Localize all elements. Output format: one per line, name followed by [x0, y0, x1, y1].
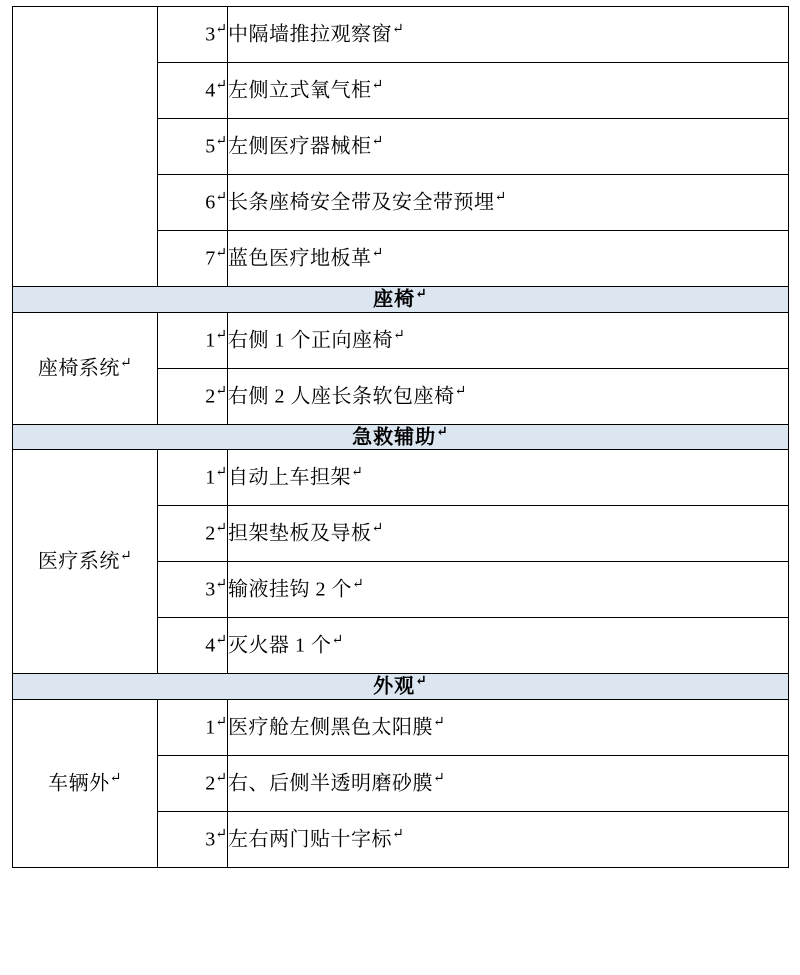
ref-mark: ↵	[215, 190, 227, 206]
category-cell: 座椅系统↵	[13, 312, 158, 424]
row-number: 3↵	[158, 562, 228, 618]
category-cell: 车辆外↵	[13, 699, 158, 867]
row-description: 中隔墙推拉观察窗↵	[228, 7, 789, 63]
row-number: 1↵	[158, 699, 228, 755]
row-number: 4↵	[158, 63, 228, 119]
table-row	[13, 312, 789, 368]
ref-mark: ↵	[215, 827, 227, 843]
ref-mark: ↵	[215, 577, 227, 593]
row-description: 灭火器 1 个↵	[228, 618, 789, 674]
ref-mark: ↵	[352, 577, 365, 593]
ref-mark: ↵	[433, 771, 446, 787]
ref-mark: ↵	[215, 22, 227, 38]
row-description: 左右两门贴十字标↵	[228, 811, 789, 867]
ref-mark: ↵	[371, 134, 384, 150]
ref-mark: ↵	[392, 827, 405, 843]
ref-mark: ↵	[215, 633, 227, 649]
row-number: 3↵	[158, 811, 228, 867]
row-description: 担架垫板及导板↵	[228, 506, 789, 562]
row-description: 自动上车担架↵	[228, 450, 789, 506]
row-description: 蓝色医疗地板革↵	[228, 231, 789, 287]
row-number: 6↵	[158, 175, 228, 231]
section-header-row	[13, 674, 789, 700]
table-row	[13, 450, 789, 506]
ref-mark: ↵	[371, 521, 384, 537]
row-description: 输液挂钩 2 个↵	[228, 562, 789, 618]
section-header: 座椅↵	[13, 287, 789, 313]
ref-mark: ↵	[415, 674, 428, 690]
row-number: 7↵	[158, 231, 228, 287]
ref-mark: ↵	[494, 190, 507, 206]
specification-table	[12, 6, 789, 868]
row-number: 2↵	[158, 506, 228, 562]
category-cell: 医疗系统↵	[13, 450, 158, 674]
ref-mark: ↵	[371, 78, 384, 94]
table-row	[13, 7, 789, 63]
ref-mark: ↵	[109, 771, 122, 787]
section-header-row	[13, 287, 789, 313]
row-number: 4↵	[158, 618, 228, 674]
ref-mark: ↵	[371, 246, 384, 262]
row-description: 医疗舱左侧黑色太阳膜↵	[228, 699, 789, 755]
ref-mark: ↵	[215, 771, 227, 787]
row-description: 右侧 2 人座长条软包座椅↵	[228, 368, 789, 424]
ref-mark: ↵	[436, 424, 449, 440]
ref-mark: ↵	[215, 134, 227, 150]
ref-mark: ↵	[215, 465, 227, 481]
row-number: 5↵	[158, 119, 228, 175]
row-number: 1↵	[158, 450, 228, 506]
ref-mark: ↵	[351, 465, 364, 481]
section-header-row	[13, 424, 789, 450]
row-description: 右、后侧半透明磨砂膜↵	[228, 755, 789, 811]
row-number: 2↵	[158, 755, 228, 811]
row-number: 2↵	[158, 368, 228, 424]
ref-mark: ↵	[215, 327, 227, 343]
section-header: 急救辅助↵	[13, 424, 789, 450]
category-cell	[13, 7, 158, 287]
table-row	[13, 699, 789, 755]
row-description: 长条座椅安全带及安全带预埋↵	[228, 175, 789, 231]
ref-mark: ↵	[415, 287, 428, 302]
ref-mark: ↵	[119, 355, 133, 371]
ref-mark: ↵	[454, 383, 467, 399]
row-number: 1↵	[158, 312, 228, 368]
document-page	[0, 6, 800, 975]
ref-mark: ↵	[433, 715, 446, 731]
row-description: 左侧立式氧气柜↵	[228, 63, 789, 119]
row-description: 右侧 1 个正向座椅↵	[228, 312, 789, 368]
ref-mark: ↵	[215, 715, 227, 731]
ref-mark: ↵	[215, 246, 227, 262]
ref-mark: ↵	[215, 78, 227, 94]
ref-mark: ↵	[393, 327, 406, 343]
ref-mark: ↵	[392, 22, 405, 38]
ref-mark: ↵	[119, 549, 133, 565]
ref-mark: ↵	[215, 383, 227, 399]
ref-mark: ↵	[331, 633, 344, 649]
section-header: 外观↵	[13, 674, 789, 700]
row-description: 左侧医疗器械柜↵	[228, 119, 789, 175]
row-number: 3↵	[158, 7, 228, 63]
ref-mark: ↵	[215, 521, 227, 537]
